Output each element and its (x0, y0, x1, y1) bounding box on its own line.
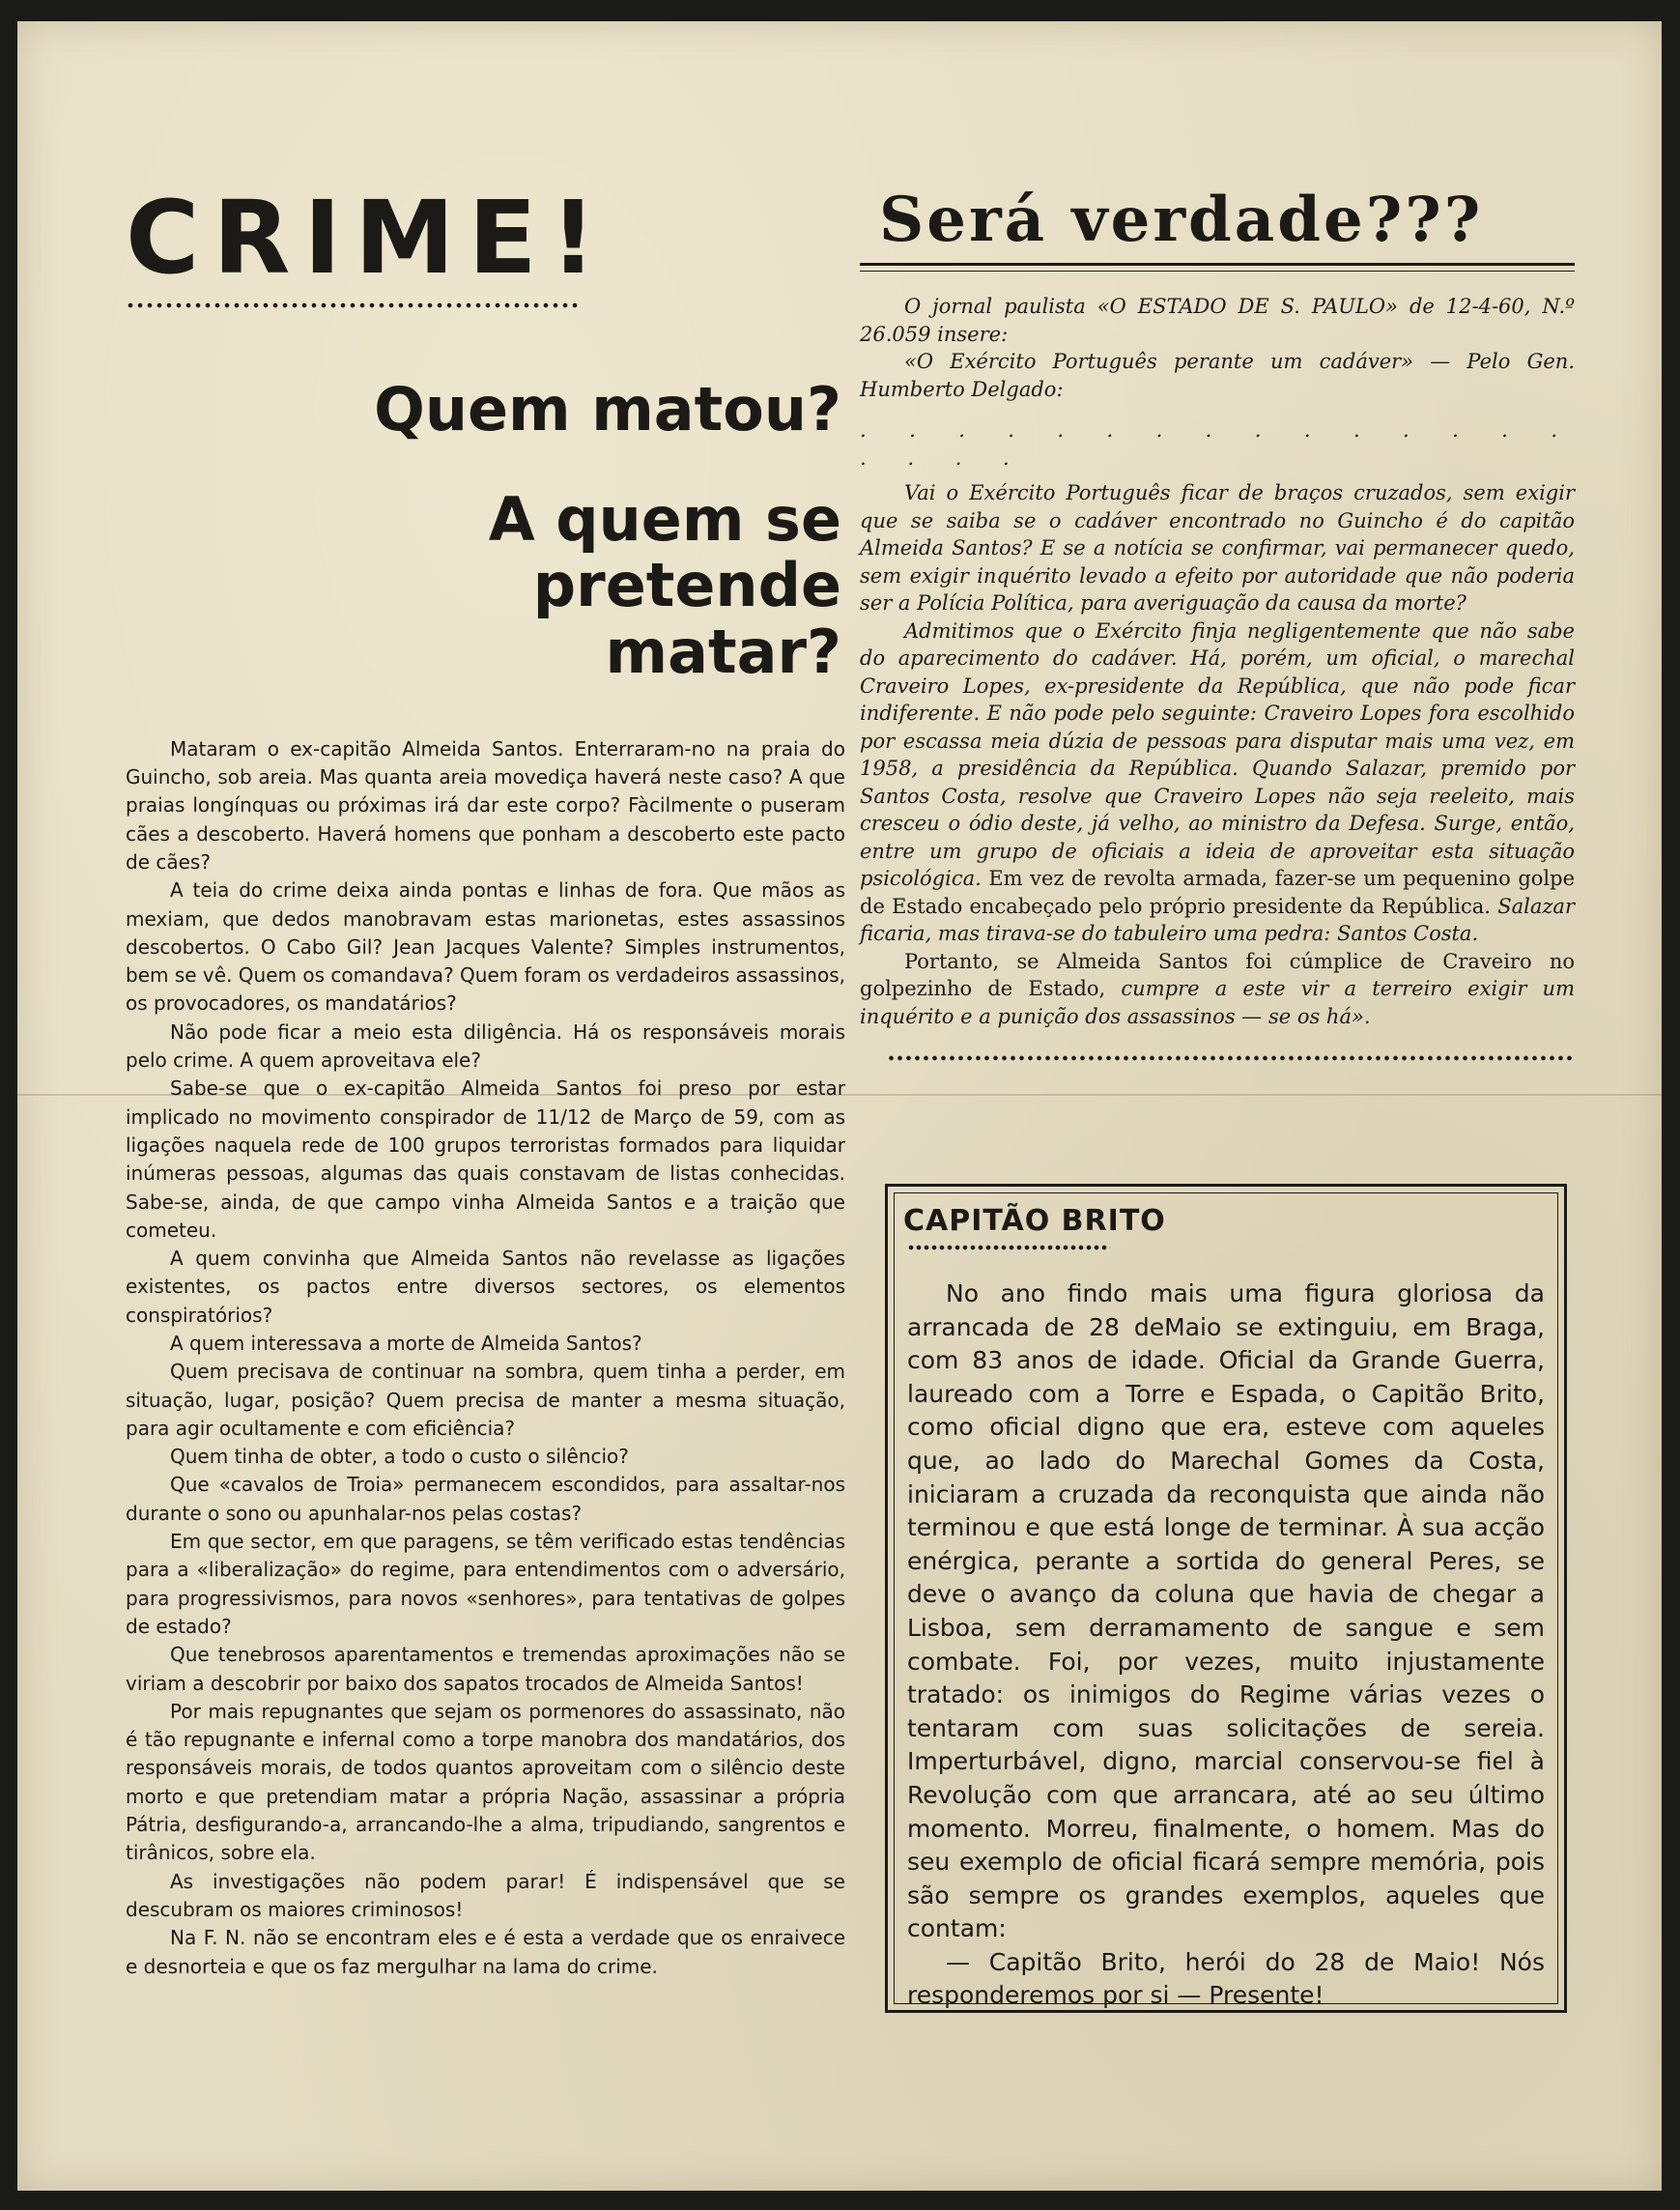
paragraph: No ano findo mais uma figura gloriosa da arrancada de 28 deMaio se extinguiu, em Braga, com 83 anos de idade. Oficial da Grande Guerra, laureado com a Torre e Espada, o Capitão Brito, como oficial digno que era, esteve com aqueles que, ao lado do Marechal Gomes da Costa, iniciaram a cruzada da reconquista que ainda não terminou e que está longe de terminar. À sua acção enérgica, perante a sortida do general Peres, se deve o avanço da coluna que havia de chegar a Lisboa, sem derramamento de sangue e sem combate. Foi, por vezes, muito injustamente tratado: os inimigos do Regime várias vezes o tentaram com suas solicitações de sereia. Imperturbável, digno, marcial conservou-se fiel à Revolução com que arrancara, até ao seu último momento. Morreu, finalmente, o homem. Mas do seu exemplo de oficial ficará sempre memória, pois são sempre os grandes exemplos, aqueles que contam: (907, 1279, 1545, 1943)
intro-paragraph: O jornal paulista «O ESTADO DE S. PAULO» de 12-4-60, N.º 26.059 insere: (860, 295, 1575, 346)
subheadline-quem-se-pretende: A quem se pretende matar? (488, 484, 841, 687)
right-column (860, 157, 1575, 1061)
paragraph: A teia do crime deixa ainda pontas e linhas de fora. Que mãos as mexiam, que dedos manobravam estas marionetas, estes assassinos descobertos. O Cabo Gil? Jean Jacques Valente? Simples instrumentos, bem se vê. Quem os comandava? Quem foram os verdadeiros assassinos, os provocadores, os mandatários? (126, 878, 845, 1016)
left-column (126, 157, 845, 1981)
paragraph: Sabe-se que o ex-capitão Almeida Santos foi preso por estar implicado no movimento conspirador de 11/12 de Março de 59, com as ligações naquela rede de 100 grupos terroristas formados para liquidar inúmeras pessoas, algumas das quais constavam de listas conhecidas. Sabe-se, ainda, de que campo vinha Almeida Santos e a traição que cometeu. (126, 1076, 845, 1242)
sera-verdade-headline: Será verdade??? (879, 184, 1484, 256)
text-italic: Admitimos que o Exército finja negligentemente que não sabe do aparecimento do cadáver. Há, porém, um oficial, o marechal Craveiro Lopes, ex-presidente da República, que não pode ficar indiferente. E não pode pelo seguinte: Craveiro Lopes fora escolhido por escassa meia dúzia de pessoas para disputar mais uma vez, em 1958, a presidência da República. Quando Salazar, premido por Santos Costa, resolve que Craveiro Lopes não seja reeleito, mais cresceu o ódio deste, já velho, ao ministro da Defesa. Surge, então, entre um grupo de oficiais a ideia de aproveitar esta situação psicológica. (860, 618, 1575, 890)
sera-verdade-article (860, 293, 1575, 1030)
newspaper-page (17, 21, 1662, 2191)
paragraph: Na F. N. não se encontram eles e é esta a verdade que os enraivece e desnorteia e que os faz mergulhar na lama do crime. (126, 1926, 845, 1978)
paragraph: Que «cavalos de Troia» permanecem escondidos, para assaltar-nos durante o sono ou apunhalar-nos pelas costas? (126, 1473, 845, 1525)
box-title-ornament (907, 1245, 1110, 1250)
paragraph (860, 617, 1575, 948)
text-italic: Salazar ficaria, mas tirava-se do tabuleiro uma pedra: Santos Costa. (860, 894, 1575, 945)
intro-paragraph: «O Exército Português perante um cadáver» — Pelo Gen. Humberto Delgado: (860, 350, 1575, 401)
paragraph: A quem convinha que Almeida Santos não revelasse as ligações existentes, os pactos entre diversos sectores, os elementos conspiratórios? (126, 1247, 845, 1327)
paragraph: Vai o Exército Português ficar de braços cruzados, sem exigir que se saiba se o cadáver encontrado no Guincho é do capitão Almeida Santos? E se a notícia se confirmar, vai permanecer quedo, sem exigir inquérito levado a efeito por autoridade que não poderia ser a Polícia Política, para averiguação da causa da morte? (860, 481, 1575, 615)
paragraph: Mataram o ex-capitão Almeida Santos. Enterraram-no na praia do Guincho, sob areia. Mas quanta areia movediça haverá neste caso? A que praias longínquas ou próximas irá dar este corpo? Fàcilmente o puseram cães a descoberto. Haverá homens que ponham a descoberto este pacto de cães? (126, 736, 845, 874)
paragraph: Não pode ficar a meio esta diligência. Há os responsáveis morais pelo crime. A quem aproveitava ele? (126, 1019, 845, 1073)
box-title: CAPITÃO BRITO (903, 1204, 1166, 1238)
headline-ornament (126, 301, 580, 309)
ellipsis-dots: . . . . . . . . . . . . . . . . . . . (860, 418, 1575, 470)
box-body (907, 1277, 1545, 2013)
section-divider (887, 1055, 1573, 1061)
paragraph: Por mais repugnantes que sejam os pormenores do assassinato, não é tão repugnante e infernal como a torpe manobra dos mandatários, dos responsáveis morais, de todos quantos aproveitam com o silêncio deste morto e que pretendiam matar a própria Nação, assassinar a própria Pátria, desfigurando-a, arrancando-lhe a alma, tripudiando, sangrentos e tirânicos, sobre ela. (126, 1699, 845, 1865)
paragraph: As investigações não podem parar! É indispensável que se descubram os maiores criminosos! (126, 1869, 845, 1921)
paragraph: — Capitão Brito, herói do 28 de Maio! Nós responderemos por si — Presente! (907, 1947, 1545, 2010)
paragraph: Quem tinha de obter, a todo o custo o silêncio? (170, 1445, 629, 1469)
paragraph: Quem precisava de continuar na sombra, quem tinha a perder, em situação, lugar, posição? Quem precisa de manter a mesma situação, para agir ocultamente e com eficiência? (126, 1360, 845, 1440)
text-upright: Em vez de revolta armada, fazer-se um pequenino golpe de Estado encabeçado pelo próprio presidente da República. (860, 867, 1575, 918)
capitao-brito-box (885, 1184, 1567, 2013)
crime-article-body (126, 735, 845, 1981)
subheadline-quem-matou: Quem matou? (374, 374, 841, 445)
crime-headline: CRIME! (126, 179, 611, 297)
paragraph: Que tenebrosos aparentamentos e tremendas aproximações não se viriam a descobrir por baixo dos sapatos trocados de Almeida Santos! (126, 1643, 845, 1695)
paragraph: A quem interessava a morte de Almeida Santos? (170, 1331, 642, 1355)
paragraph (860, 948, 1575, 1031)
text-upright: Portanto, se Almeida Santos foi cúmplice de Craveiro no golpezinho de Estado, (860, 949, 1575, 1000)
paragraph: Em que sector, em que paragens, se têm verificado estas tendências para a «liberalização» do regime, para entendimentos com o adversário, para progressivismos, para novos «senhores», para tentativas de golpes de estado? (126, 1530, 845, 1638)
headline-double-rule (860, 263, 1575, 272)
text-italic: cumpre a este vir a terreiro exigir um inquérito e a punição dos assassinos — se os há». (860, 977, 1575, 1028)
